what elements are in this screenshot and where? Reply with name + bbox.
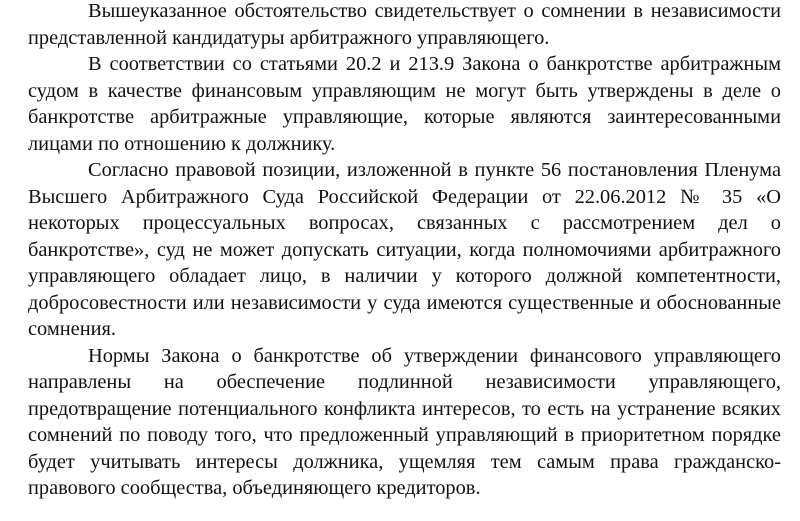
paragraph-legal-position: Согласно правовой позиции, изложенной в пункте 56 постановления Пленума Высшего Арбитражного Суда Российской Федерации от 22.06.2012 № 35 «О некоторых процессуальных вопросах, связанных с рассмотрением дел о банкротстве», суд не может допускать ситуации, когда полномочиями арбитражного управляющего обладает лицо, в наличии у которого должной компетентности, добросовестности или независимости у суда имеются существенные и обоснованные сомнения.: [28, 159, 781, 340]
paragraph-law-norms: Нормы Закона о банкротстве об утверждении финансового управляющего направлены на обеспечение подлинной независимости управляющего, предотвращение потенциального конфликта интересов, то есть на устранение всяких сомнений по поводу того, что предложенный управляющий в приоритетном порядке будет учитывать интересы должника, ущемляя тем самым права гражданско-правового сообщества, объединяющего кредиторов.: [28, 344, 781, 499]
paragraph-independence-doubt: Вышеуказанное обстоятельство свидетельствует о сомнении в независимости представленной кандидатуры арбитражного управляющего.: [28, 0, 781, 49]
document-body: [28, 0, 781, 502]
paragraph-articles-law: В соответствии со статьями 20.2 и 213.9 Закона о банкротстве арбитражным судом в качестве финансовым управляющим не могут быть утверждены в деле о банкротстве арбитражные управляющие, которые являются заинтересованными лицами по отношению к должнику.: [28, 53, 781, 155]
